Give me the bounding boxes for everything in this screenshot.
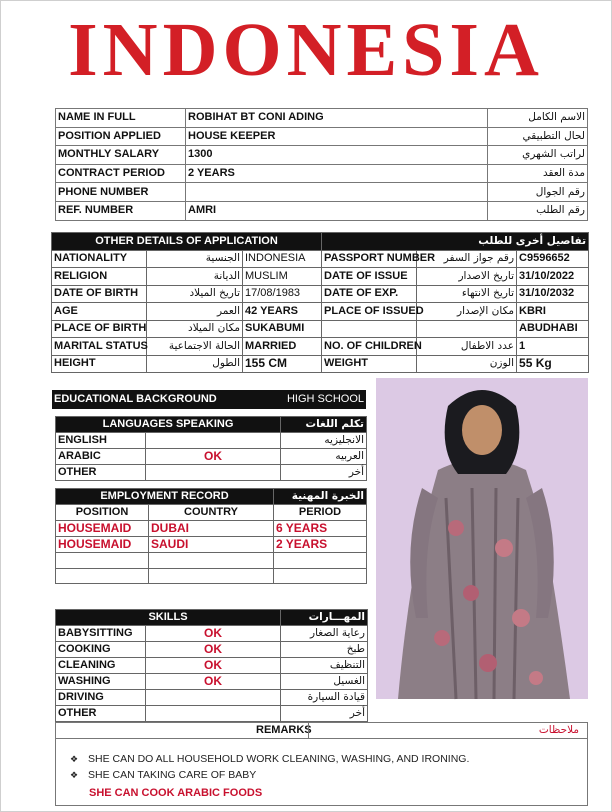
- info-value: AMRI: [186, 201, 488, 220]
- employment-row: [56, 521, 367, 537]
- employment-period: 6 YEARS: [274, 521, 367, 537]
- remarks-header: [56, 723, 587, 739]
- detail-label: [322, 320, 417, 338]
- details-row: [52, 285, 589, 303]
- info-label: MONTHLY SALARY: [56, 146, 186, 165]
- page-title: INDONESIA: [68, 8, 544, 92]
- employment-country: DUBAI: [149, 521, 274, 537]
- detail-value: ABUDHABI: [517, 320, 589, 338]
- info-label-ar: رقم الطلب: [488, 201, 588, 220]
- detail-label-ar: الطول: [147, 355, 243, 373]
- detail-value: C9596652: [517, 250, 589, 268]
- detail-label-ar: عدد الاطفال: [417, 338, 517, 356]
- detail-label-ar: الوزن: [417, 355, 517, 373]
- employment-position: HOUSEMAID: [56, 521, 149, 537]
- details-row: [52, 250, 589, 268]
- info-label-ar: لحال التطبيقي: [488, 127, 588, 146]
- language-label-ar: العربيه: [281, 449, 367, 465]
- skill-row: [56, 706, 368, 722]
- detail-value: 155 CM: [243, 355, 322, 373]
- diamond-bullet-icon: ❖: [70, 770, 79, 780]
- info-label-ar: رقم الجوال: [488, 183, 588, 202]
- info-row-salary: [56, 146, 588, 165]
- detail-value: 31/10/2022: [517, 268, 589, 286]
- skill-row: [56, 658, 368, 674]
- skill-value: [146, 706, 281, 722]
- info-label-ar: مدة العقد: [488, 164, 588, 183]
- applicant-info-table: [55, 108, 588, 221]
- detail-label-ar: الديانة: [147, 268, 243, 286]
- language-value: [146, 465, 281, 481]
- remarks-box: [55, 722, 588, 806]
- skill-label: WASHING: [56, 674, 146, 690]
- info-row-ref: [56, 201, 588, 220]
- skills-title: SKILLS: [56, 610, 281, 626]
- skill-label: DRIVING: [56, 690, 146, 706]
- details-row: [52, 355, 589, 373]
- detail-value: 1: [517, 338, 589, 356]
- detail-label: NATIONALITY: [52, 250, 147, 268]
- candidate-photo: [376, 378, 588, 699]
- skill-label: BABYSITTING: [56, 626, 146, 642]
- employment-table: [55, 488, 367, 584]
- skill-value: [146, 690, 281, 706]
- language-label: ENGLISH: [56, 433, 146, 449]
- languages-table: [55, 416, 367, 481]
- language-value: OK: [146, 449, 281, 465]
- skill-value: OK: [146, 642, 281, 658]
- detail-value: INDONESIA: [243, 250, 322, 268]
- skill-row: [56, 626, 368, 642]
- skill-row: [56, 674, 368, 690]
- remarks-title-ar: ملاحظات: [538, 724, 579, 736]
- info-row-position: [56, 127, 588, 146]
- detail-label-ar: مكان الميلاد: [147, 320, 243, 338]
- other-details-title-ar: تفاصيل أخرى للطلب: [322, 233, 589, 251]
- detail-label: PLACE OF BIRTH: [52, 320, 147, 338]
- detail-value: SUKABUMI: [243, 320, 322, 338]
- detail-value: 31/10/2032: [517, 285, 589, 303]
- info-label-ar: لراتب الشهري: [488, 146, 588, 165]
- detail-label: MARITAL STATUS: [52, 338, 147, 356]
- detail-value: 17/08/1983: [243, 285, 322, 303]
- skill-label: COOKING: [56, 642, 146, 658]
- language-label-ar: أخر: [281, 465, 367, 481]
- education-row: [52, 390, 366, 409]
- employment-position: [56, 553, 149, 569]
- detail-label-ar: العمر: [147, 303, 243, 321]
- skills-title-ar: المهـــارات: [281, 610, 368, 626]
- language-label: ARABIC: [56, 449, 146, 465]
- language-label-ar: الانجليزيه: [281, 433, 367, 449]
- employment-position: HOUSEMAID: [56, 537, 149, 553]
- employment-header: [56, 489, 367, 505]
- column-header-period: PERIOD: [274, 505, 367, 521]
- languages-header: [56, 417, 367, 433]
- employment-row: [56, 553, 367, 569]
- detail-label-ar: تاريخ الاصدار: [417, 268, 517, 286]
- detail-label: PASSPORT NUMBER: [322, 250, 417, 268]
- details-row: [52, 338, 589, 356]
- skill-row: [56, 642, 368, 658]
- skill-value: OK: [146, 626, 281, 642]
- language-label: OTHER: [56, 465, 146, 481]
- skill-label-ar: طبخ: [281, 642, 368, 658]
- info-row-name: [56, 109, 588, 128]
- detail-value: MUSLIM: [243, 268, 322, 286]
- detail-label-ar: رقم جواز السفر: [417, 250, 517, 268]
- other-details-header: [52, 233, 589, 251]
- info-label-ar: الاسم الكامل: [488, 109, 588, 128]
- info-value: ROBIHAT BT CONI ADING: [186, 109, 488, 128]
- employment-columns: [56, 505, 367, 521]
- info-row-contract: [56, 164, 588, 183]
- info-label: NAME IN FULL: [56, 109, 186, 128]
- detail-label: AGE: [52, 303, 147, 321]
- detail-label: NO. OF CHILDREN: [322, 338, 417, 356]
- skill-row: [56, 690, 368, 706]
- detail-label: RELIGION: [52, 268, 147, 286]
- candidate-figure: [376, 378, 588, 699]
- info-label: PHONE NUMBER: [56, 183, 186, 202]
- language-row: [56, 433, 367, 449]
- remarks-title: REMARKS: [256, 724, 312, 736]
- details-row: [52, 320, 589, 338]
- employment-period: [274, 553, 367, 569]
- detail-label-ar: تاريخ الميلاد: [147, 285, 243, 303]
- detail-label: DATE OF EXP.: [322, 285, 417, 303]
- employment-title-ar: الخبرة المهنية: [274, 489, 367, 505]
- column-header-position: POSITION: [56, 505, 149, 521]
- details-row: [52, 303, 589, 321]
- detail-label-ar: تاريخ الانتهاء: [417, 285, 517, 303]
- other-details-title: OTHER DETAILS OF APPLICATION: [52, 233, 322, 251]
- skill-value: OK: [146, 674, 281, 690]
- details-row: [52, 268, 589, 286]
- info-value: 1300: [186, 146, 488, 165]
- skill-value: OK: [146, 658, 281, 674]
- detail-label: PLACE OF ISSUED: [322, 303, 417, 321]
- remark-text: SHE CAN DO ALL HOUSEHOLD WORK CLEANING, WASHING, AND IRONING.: [88, 753, 470, 765]
- languages-title-ar: تكلم اللغات: [281, 417, 367, 433]
- info-row-phone: [56, 183, 588, 202]
- skill-label-ar: قيادة السيارة: [281, 690, 368, 706]
- skill-label-ar: أخر: [281, 706, 368, 722]
- skills-header: [56, 610, 368, 626]
- info-value: 2 YEARS: [186, 164, 488, 183]
- info-label: POSITION APPLIED: [56, 127, 186, 146]
- employment-period: 2 YEARS: [274, 537, 367, 553]
- employment-row: [56, 568, 367, 584]
- info-label: REF. NUMBER: [56, 201, 186, 220]
- skill-label: OTHER: [56, 706, 146, 722]
- employment-country: [149, 568, 274, 584]
- remark-item: [70, 753, 469, 765]
- remark-item: [70, 769, 256, 781]
- skills-table: [55, 609, 368, 722]
- detail-label: DATE OF BIRTH: [52, 285, 147, 303]
- education-table: [52, 390, 366, 409]
- language-row: [56, 465, 367, 481]
- detail-label-ar: الجنسية: [147, 250, 243, 268]
- other-details-body: [52, 250, 589, 373]
- skill-label-ar: رعاية الصغار: [281, 626, 368, 642]
- employment-period: [274, 568, 367, 584]
- detail-value: MARRIED: [243, 338, 322, 356]
- detail-label-ar: مكان الإصدار: [417, 303, 517, 321]
- employment-position: [56, 568, 149, 584]
- language-value: [146, 433, 281, 449]
- employment-country: SAUDI: [149, 537, 274, 553]
- education-value: HIGH SCHOOL: [252, 390, 366, 409]
- remark-text: SHE CAN TAKING CARE OF BABY: [88, 769, 257, 781]
- employment-country: [149, 553, 274, 569]
- info-value: HOUSE KEEPER: [186, 127, 488, 146]
- detail-label-ar: [417, 320, 517, 338]
- skill-label: CLEANING: [56, 658, 146, 674]
- remarks-divider: [308, 723, 309, 739]
- language-row: [56, 449, 367, 465]
- detail-value: 42 YEARS: [243, 303, 322, 321]
- skill-label-ar: التنظيف: [281, 658, 368, 674]
- detail-label: WEIGHT: [322, 355, 417, 373]
- remark-highlight: SHE CAN COOK ARABIC FOODS: [89, 787, 263, 799]
- other-details-table: [51, 232, 589, 373]
- education-label: EDUCATIONAL BACKGROUND: [52, 390, 252, 409]
- detail-label-ar: الحالة الاجتماعية: [147, 338, 243, 356]
- employment-title: EMPLOYMENT RECORD: [56, 489, 274, 505]
- languages-title: LANGUAGES SPEAKING: [56, 417, 281, 433]
- detail-value: KBRI: [517, 303, 589, 321]
- skill-label-ar: الغسيل: [281, 674, 368, 690]
- info-value: [186, 183, 488, 202]
- employment-row: [56, 537, 367, 553]
- detail-label: DATE OF ISSUE: [322, 268, 417, 286]
- info-label: CONTRACT PERIOD: [56, 164, 186, 183]
- detail-label: HEIGHT: [52, 355, 147, 373]
- diamond-bullet-icon: ❖: [70, 754, 79, 764]
- detail-value: 55 Kg: [517, 355, 589, 373]
- column-header-country: COUNTRY: [149, 505, 274, 521]
